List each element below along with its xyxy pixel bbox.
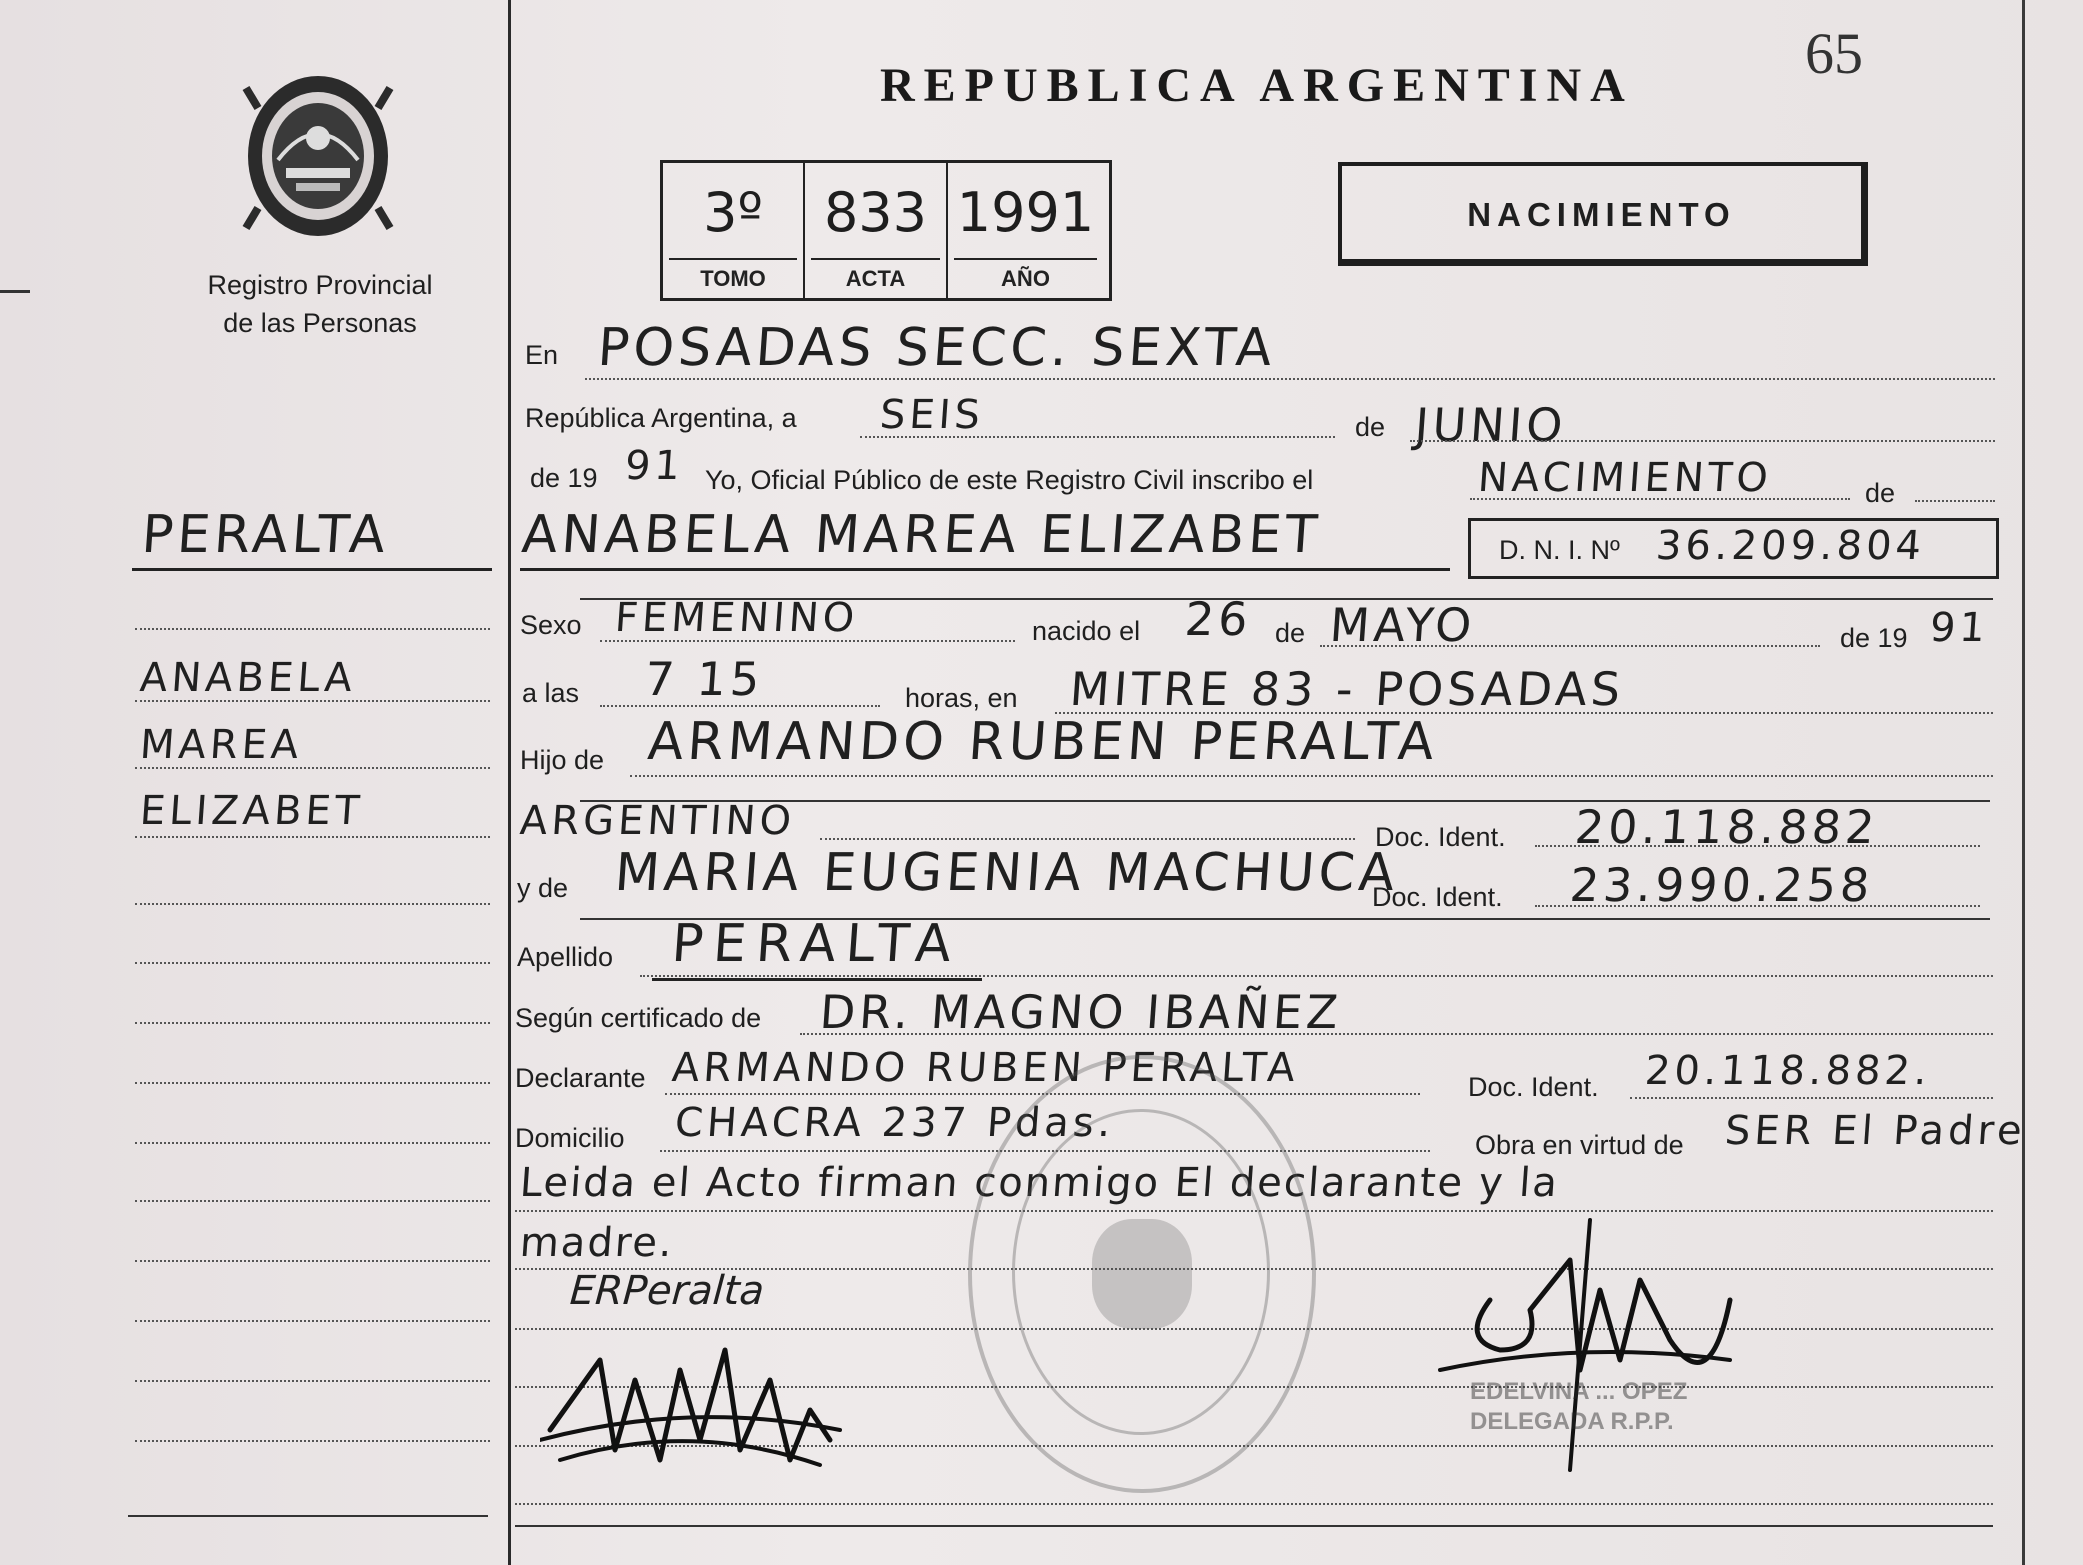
domicilio-label: Domicilio (515, 1123, 625, 1153)
margin-rule (135, 903, 490, 905)
margin-rule (135, 1200, 490, 1202)
mother-doc-line (1535, 905, 1980, 907)
day-line (860, 436, 1335, 438)
margin-given-name-3: ELIZABET (138, 788, 365, 834)
alas-label: a las (522, 678, 580, 708)
official-stamp-line-1: EDELVINA ... OPEZ (1470, 1378, 1688, 1405)
margin-rule (128, 1515, 488, 1517)
day-value: SEIS (878, 392, 986, 438)
margin-divider (508, 0, 511, 1565)
sexo-label: Sexo (520, 610, 582, 640)
anio-cell (948, 163, 1103, 298)
dni-value: 36.209.804 (1654, 523, 1927, 569)
de-label-2: de (1865, 478, 1896, 508)
official-stamp (968, 1055, 1316, 1493)
father-doc-number: 20.118.882 (1573, 800, 1881, 854)
note-line-1: Leida el Acto firman conmigo El declarante y la (518, 1160, 1561, 1206)
en-line (585, 378, 1995, 380)
margin-rule (135, 1380, 490, 1382)
child-full-name: ANABELA MAREA ELIZABET (519, 505, 1324, 565)
apellido-value: PERALTA (669, 914, 964, 974)
apellido-underline (652, 978, 982, 981)
tomo-label: TOMO (700, 266, 766, 291)
margin-rule (135, 628, 490, 630)
officer-statement: Yo, Oficial Público de este Registro Civil inscribo el (705, 465, 1314, 495)
margin-rule (135, 1440, 490, 1442)
hijo-label: Hijo de (520, 745, 605, 775)
official-signature (1430, 1200, 1750, 1480)
hour-line (600, 705, 880, 707)
birth-month-value: MAYO (1328, 598, 1478, 652)
provincial-seal-icon (238, 68, 398, 243)
doc-ident-label-2: Doc. Ident. (1372, 882, 1503, 912)
margin-given-name-2: MAREA (138, 722, 304, 768)
official-stamp-line-2: DELEGADA R.P.P. (1470, 1408, 1674, 1435)
de-line-2 (1915, 500, 1995, 502)
stamp-emblem-icon (1092, 1219, 1192, 1329)
tomo-value: 3º (703, 181, 763, 244)
month-value: JUNIO (1413, 398, 1569, 452)
republica-label: República Argentina, a (525, 403, 797, 433)
declarante-doc-number: 20.118.882. (1643, 1048, 1933, 1094)
de19-label-2: de 19 (1840, 623, 1908, 653)
declarante-value: ARMANDO RUBEN PERALTA (670, 1045, 1301, 1091)
de19-label: de 19 (530, 463, 598, 493)
margin-rule (135, 1320, 490, 1322)
margin-rule (132, 568, 492, 571)
nacido-label: nacido el (1032, 616, 1141, 646)
dni-box (1468, 518, 1999, 579)
margin-rule (135, 1082, 490, 1084)
margin-rule (135, 1022, 490, 1024)
certificado-line (800, 1033, 1993, 1035)
anio-value: 1991 (956, 181, 1095, 244)
month-line (1410, 440, 1995, 442)
apellido-line (640, 975, 1993, 977)
margin-rule (135, 1260, 490, 1262)
birth-day-value: 26 (1183, 592, 1254, 646)
bottom-rule (515, 1525, 1993, 1527)
nationality-line (820, 838, 1355, 840)
registry-name-line2: de las Personas (223, 308, 417, 338)
birth-month-line (1320, 645, 1820, 647)
act-line (1470, 498, 1850, 500)
child-name-underline (520, 568, 1450, 571)
certificado-value: DR. MAGNO IBAÑEZ (818, 985, 1344, 1039)
father-doc-line (1535, 845, 1980, 847)
horas-label: horas, en (905, 683, 1018, 713)
margin-rule (135, 1142, 490, 1144)
sexo-line (600, 640, 1015, 642)
margin-rule (135, 962, 490, 964)
doc-ident-label-1: Doc. Ident. (1375, 822, 1506, 852)
birth-place-value: MITRE 83 - POSADAS (1068, 662, 1627, 716)
registry-name-line1: Registro Provincial (207, 270, 433, 300)
margin-rule (135, 767, 490, 769)
declarante-label: Declarante (515, 1063, 646, 1093)
hour-value: 7 15 (643, 652, 766, 706)
mother-doc-number: 23.990.258 (1568, 858, 1876, 912)
note-rule-6 (515, 1503, 1993, 1505)
declarante-doc-line (1630, 1097, 1993, 1099)
page-number: 65 (1805, 21, 1863, 86)
declarant-signature-text: ERPeralta (568, 1268, 766, 1314)
en-label: En (525, 340, 559, 370)
margin-rule (135, 836, 490, 838)
father-line (630, 775, 1993, 777)
acta-label: ACTA (845, 266, 906, 291)
acta-value: 833 (823, 181, 928, 244)
right-edge-line (2022, 0, 2025, 1565)
year-value: 91 (623, 443, 686, 489)
document-type-box (1338, 162, 1868, 266)
sexo-value: FEMENINO (613, 595, 860, 641)
country-title: REPUBLICA ARGENTINA (880, 59, 1634, 112)
father-nationality: ARGENTINO (518, 798, 797, 844)
anio-label: AÑO (1001, 266, 1050, 291)
birth-year-value: 91 (1928, 605, 1991, 651)
segun-label: Según certificado de (515, 1003, 762, 1033)
acta-cell (805, 163, 948, 298)
domicilio-value: CHACRA 237 Pdas. (673, 1100, 1117, 1146)
note-line-2: madre. (518, 1220, 676, 1266)
signature-scribble-left (540, 1320, 850, 1490)
apellido-label: Apellido (517, 942, 614, 972)
act-type-value: NACIMIENTO (1476, 455, 1774, 501)
father-name: ARMANDO RUBEN PERALTA (645, 712, 1440, 772)
dni-label: D. N. I. Nº (1499, 535, 1620, 565)
obra-label: Obra en virtud de (1475, 1130, 1684, 1160)
obra-value: SER El Padre (1723, 1108, 2028, 1154)
margin-given-name-1: ANABELA (138, 655, 358, 701)
margin-rule (135, 700, 490, 702)
doc-ident-label-3: Doc. Ident. (1468, 1072, 1599, 1102)
de-label-3: de (1275, 618, 1306, 648)
document-type-label: NACIMIENTO (1467, 196, 1736, 233)
tomo-cell (663, 163, 805, 298)
yde-label: y de (517, 873, 569, 903)
punch-mark (0, 290, 30, 293)
record-number-box (660, 160, 1112, 301)
mother-name: MARIA EUGENIA MACHUCA (612, 843, 1401, 903)
place-value: POSADAS SECC. SEXTA (595, 318, 1278, 378)
margin-surname: PERALTA (139, 505, 392, 565)
de-label-1: de (1355, 412, 1386, 442)
